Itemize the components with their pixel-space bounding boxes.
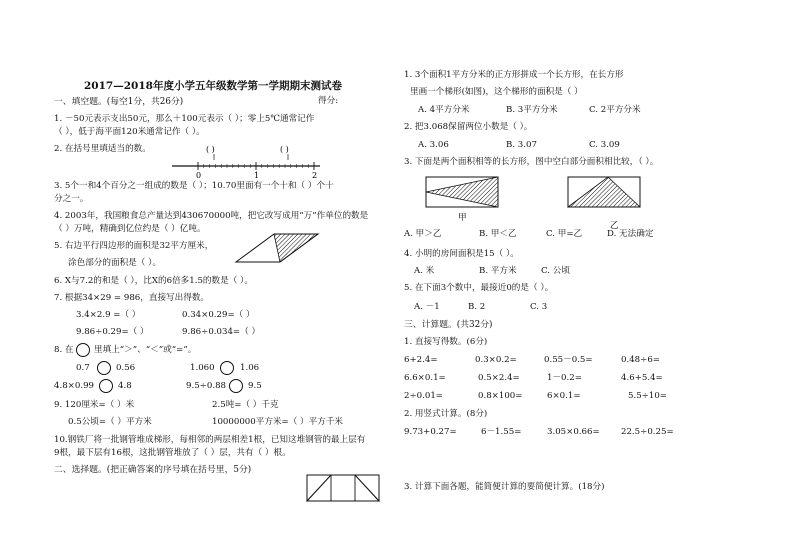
choice-4-option-b: B. 平方米 bbox=[479, 266, 517, 276]
section-fill-in-heading: 一、填空题。(每空1分，共26分) bbox=[54, 97, 184, 107]
choice-5-option-b: B. 2 bbox=[468, 302, 486, 312]
calc-3-heading: 3. 计算下面各题，能简便计算的要简便计算。(18分) bbox=[404, 482, 605, 492]
blank-bracket-2: ( ) bbox=[280, 145, 289, 154]
calc-1-item: 5.5÷10= bbox=[628, 391, 668, 401]
question-4-line-1: 4. 2003年，我国粮食总产量达到430670000吨，把它改写成用“万”作单位的数是 bbox=[54, 211, 369, 221]
choice-3-option-c: C. 甲=乙 bbox=[546, 229, 583, 239]
compare-4-right: 9.5 bbox=[248, 381, 262, 391]
two-rectangles-figure bbox=[424, 175, 674, 231]
choice-5-option-c: C. 3 bbox=[530, 302, 548, 312]
choice-2-option-c: C. 3.09 bbox=[589, 140, 620, 150]
question-7-item-1: 3.4×2.9 =（ ） bbox=[76, 310, 141, 320]
calc-2-item: 22.5÷0.25= bbox=[621, 427, 674, 437]
question-1-line-1: 1. －50元表示支出50元，那么＋100元表示（ ）；零上5℃通常记作 bbox=[54, 114, 315, 124]
choice-2: 2. 把3.068保留两位小数是（ ）。 bbox=[404, 122, 533, 132]
question-1-line-2: （ ），低于海平面120米通常记作（ ）。 bbox=[54, 127, 205, 137]
choice-1-option-b: B. 3平方分米 bbox=[506, 105, 558, 115]
calc-1-item: 0.48÷6= bbox=[621, 355, 661, 365]
calc-1-item: 4.6+5.4= bbox=[621, 373, 663, 383]
choice-4: 4. 小明的房间面积是15（ ）。 bbox=[404, 249, 519, 259]
question-7-item-4: 9.86÷0.034=（ ） bbox=[182, 327, 261, 337]
question-9-item-2: 2.5吨=（ ）千克 bbox=[212, 400, 279, 410]
calc-2-heading: 2. 用竖式计算。(8分) bbox=[404, 409, 488, 419]
choice-3: 3. 下面是两个面积相等的长方形，图中空白部分面积相比较，（ ）。 bbox=[404, 157, 659, 167]
circle-blank-icon bbox=[75, 342, 91, 358]
choice-1-line-2: 里画一个梯形(如图)，这个梯形的面积是（ ） bbox=[410, 87, 583, 97]
question-9-item-3: 0.5公顷=（ ）平方米 bbox=[68, 417, 152, 427]
choice-3-option-a: A. 甲＞乙 bbox=[404, 229, 442, 239]
question-7-item-3: 9.86÷0.29=（ ） bbox=[76, 327, 149, 337]
tick-label-2: 2 bbox=[312, 171, 318, 180]
question-9-item-4: 10000000平方米=（ ）平方千米 bbox=[212, 417, 344, 427]
blank-bracket-1: ( ) bbox=[206, 145, 215, 154]
compare-2-left: 1.060 bbox=[190, 363, 215, 373]
question-4-line-2: （ ）万吨，精确到亿位约是（ ）亿吨。 bbox=[54, 224, 206, 234]
choice-1-line-1: 1. 3个面积1平方分米的正方形拼成一个长方形，在长方形 bbox=[404, 70, 624, 80]
parallelogram-figure bbox=[236, 232, 322, 266]
choice-3-option-d: D. 无法确定 bbox=[607, 229, 654, 239]
compare-3-left: 4.8×0.99 bbox=[54, 381, 95, 391]
choice-1-option-c: C. 2平方分米 bbox=[589, 105, 641, 115]
calc-1-item: 0.8×100= bbox=[478, 391, 523, 401]
number-line-figure bbox=[170, 140, 330, 180]
calc-2-item: 9.73+0.27= bbox=[404, 427, 457, 437]
label-jia: 甲 bbox=[458, 213, 467, 223]
score-label: 得分: bbox=[318, 96, 339, 106]
choice-2-option-b: B. 3.07 bbox=[506, 140, 537, 150]
section-calculation-heading: 三、计算题。(共32分) bbox=[404, 320, 493, 330]
trapezoid-in-rectangle-figure bbox=[306, 474, 380, 502]
circle-blank-icon[interactable] bbox=[219, 360, 235, 376]
choice-2-option-a: A. 3.06 bbox=[418, 140, 449, 150]
question-3-line-1: 3. 5个一和4个百分之一组成的数是（ ）；10.70里面有一个十和（ ）个十 bbox=[54, 181, 334, 191]
section-choice-heading: 二、选择题。(把正确答案的序号填在括号里，5分) bbox=[54, 465, 252, 475]
compare-1-left: 0.7 bbox=[76, 363, 90, 373]
compare-4-left: 9.5÷0.88 bbox=[186, 381, 227, 391]
question-8-suffix: 里填上“＞”、“＜”或“=”。 bbox=[94, 345, 197, 355]
choice-5: 5. 在下面3个数中，最接近0的是（ ）。 bbox=[404, 283, 554, 293]
question-7: 7. 根据34×29 = 986，直接写出得数。 bbox=[54, 293, 210, 303]
question-8-prefix: 8. 在 bbox=[54, 345, 74, 355]
choice-4-option-c: C. 公顷 bbox=[541, 266, 570, 276]
page-title: 2017—2018年度小学五年级数学第一学期期末测试卷 bbox=[84, 80, 342, 92]
calc-2-item: 3.05×0.66= bbox=[547, 427, 600, 437]
question-6: 6. X与7.2的和是（ ），比X的6倍多1.5的数是（ ）。 bbox=[54, 276, 253, 286]
question-10-line-1: 10.钢铁厂将一批钢管堆成梯形，每相邻的两层相差1根，已知这堆钢管的最上层有 bbox=[54, 435, 366, 445]
compare-2-right: 1.06 bbox=[240, 363, 260, 373]
tick-label-0: 0 bbox=[196, 171, 202, 180]
choice-5-option-a: A. －1 bbox=[414, 302, 440, 312]
calc-1-item: 0.55－0.5= bbox=[544, 355, 593, 365]
question-7-item-2: 0.34×0.29=（ ） bbox=[182, 310, 255, 320]
circle-blank-icon[interactable] bbox=[98, 378, 114, 394]
circle-blank-icon[interactable] bbox=[228, 378, 244, 394]
compare-3-right: 4.8 bbox=[118, 381, 132, 391]
label-yi: 乙 bbox=[610, 221, 619, 231]
question-3-line-2: 分之一。 bbox=[54, 194, 89, 204]
calc-1-item: 1－0.2= bbox=[547, 373, 582, 383]
calc-1-item: 6×0.1= bbox=[547, 391, 581, 401]
calc-2-item: 6－1.55= bbox=[481, 427, 522, 437]
calc-1-item: 6+2.4= bbox=[404, 355, 438, 365]
choice-4-option-a: A. 米 bbox=[414, 266, 435, 276]
calc-1-item: 0.5×2.4= bbox=[478, 373, 520, 383]
compare-1-right: 0.56 bbox=[116, 363, 136, 373]
shaded-region bbox=[274, 234, 318, 262]
question-2: 2. 在括号里填适当的数。 bbox=[54, 144, 151, 154]
choice-3-option-b: B. 甲＜乙 bbox=[479, 229, 517, 239]
question-10-line-2: 9根，最下层有16根，这批钢管堆放了（ ）层，共有（ ）根。 bbox=[54, 448, 291, 458]
calc-1-heading: 1. 直接写得数。(6分) bbox=[404, 337, 488, 347]
question-5-line-1: 5. 右边平行四边形的面积是32平方厘米， bbox=[54, 241, 214, 251]
tick-label-1: 1 bbox=[254, 171, 260, 180]
question-5-line-2: 涂色部分的面积是（ ）。 bbox=[68, 258, 161, 268]
circle-blank-icon[interactable] bbox=[96, 360, 112, 376]
choice-1-option-a: A. 4平方分米 bbox=[418, 105, 470, 115]
calc-1-item: 2÷0.01= bbox=[404, 391, 444, 401]
question-9-item-1: 9. 120厘米=（ ）米 bbox=[54, 400, 135, 410]
calc-1-item: 6.6×0.1= bbox=[404, 373, 446, 383]
calc-1-item: 0.3×0.2= bbox=[475, 355, 517, 365]
